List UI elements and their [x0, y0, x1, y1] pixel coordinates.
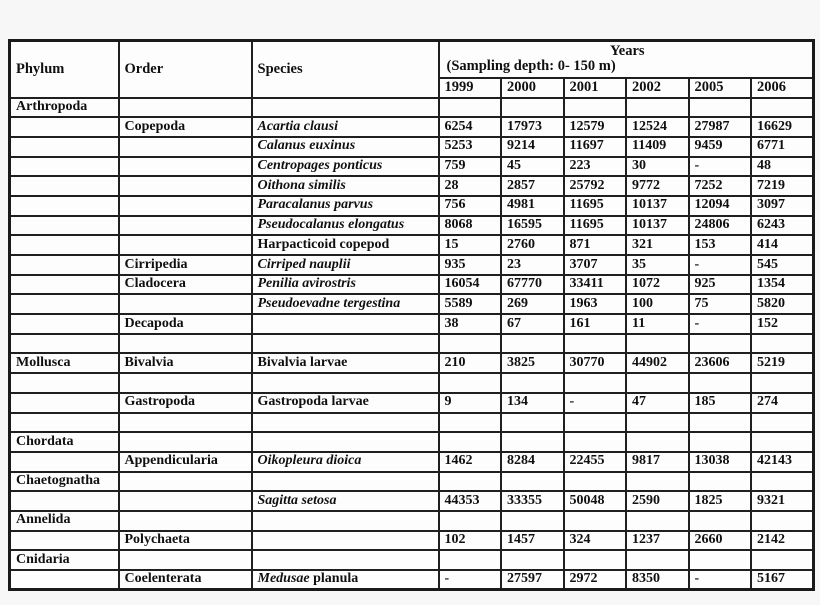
abundance-table-container — [8, 39, 812, 591]
abundance-value-cell: 871 — [564, 235, 627, 255]
abundance-value-cell: 47 — [626, 393, 689, 413]
abundance-value-cell: 23 — [501, 255, 564, 275]
abundance-value-cell: 185 — [689, 393, 752, 413]
abundance-value-cell: 925 — [689, 275, 752, 295]
species-cell — [252, 550, 439, 570]
species-name-italic: Pseudoevadne tergestina — [257, 295, 401, 311]
abundance-value-cell: 134 — [501, 393, 564, 413]
abundance-value-cell: 48 — [751, 157, 814, 177]
phylum-cell — [10, 373, 119, 393]
abundance-value-cell: 1237 — [626, 531, 689, 551]
abundance-value-cell — [501, 511, 564, 531]
year-header-2006: 2006 — [751, 78, 814, 98]
abundance-value-cell: 75 — [689, 294, 752, 314]
abundance-value-cell — [626, 432, 689, 452]
abundance-value-cell — [626, 334, 689, 354]
order-cell — [119, 491, 252, 511]
abundance-value-cell: 100 — [626, 294, 689, 314]
order-cell: Bivalvia — [119, 353, 252, 373]
order-cell — [119, 235, 252, 255]
order-cell — [119, 294, 252, 314]
phylum-cell — [10, 452, 119, 472]
abundance-value-cell: 759 — [439, 157, 502, 177]
abundance-value-cell: 3707 — [564, 255, 627, 275]
table-row — [10, 196, 814, 216]
abundance-value-cell: 27597 — [501, 570, 564, 590]
abundance-value-cell: 545 — [751, 255, 814, 275]
abundance-value-cell — [751, 472, 814, 492]
years-sampling-depth-subtitle: (Sampling depth: 0- 150 m) — [446, 58, 616, 75]
species-name-italic: Medusae — [257, 571, 310, 587]
phylum-cell — [10, 334, 119, 354]
abundance-value-cell: 16595 — [501, 216, 564, 236]
year-header-2001: 2001 — [564, 78, 627, 98]
table-row — [10, 157, 814, 177]
abundance-value-cell: 1354 — [751, 275, 814, 295]
species-cell — [252, 157, 439, 177]
species-name-regular: Harpacticoid copepod — [257, 236, 390, 252]
abundance-value-cell: 1072 — [626, 275, 689, 295]
abundance-value-cell: 67 — [501, 314, 564, 334]
abundance-value-cell — [689, 550, 752, 570]
species-cell — [252, 196, 439, 216]
abundance-value-cell — [626, 511, 689, 531]
years-title: Years — [609, 43, 645, 60]
species-cell — [252, 216, 439, 236]
abundance-value-cell: - — [689, 570, 752, 590]
order-cell: Gastropoda — [119, 393, 252, 413]
species-cell — [252, 275, 439, 295]
abundance-value-cell — [439, 98, 502, 118]
abundance-value-cell: 152 — [751, 314, 814, 334]
abundance-value-cell: - — [689, 314, 752, 334]
abundance-value-cell: 12524 — [626, 117, 689, 137]
species-cell — [252, 255, 439, 275]
abundance-value-cell: 6771 — [751, 137, 814, 157]
abundance-value-cell: 11695 — [564, 216, 627, 236]
species-cell — [252, 413, 439, 433]
order-cell — [119, 472, 252, 492]
phylum-cell — [10, 117, 119, 137]
species-name-italic: Calanus euxinus — [257, 138, 356, 154]
phylum-cell: Chordata — [10, 432, 119, 452]
table-row — [10, 117, 814, 137]
species-name-regular: planula — [309, 571, 359, 587]
order-cell: Copepoda — [119, 117, 252, 137]
abundance-value-cell: 12579 — [564, 117, 627, 137]
species-cell — [252, 117, 439, 137]
abundance-value-cell — [564, 98, 627, 118]
table-row — [10, 235, 814, 255]
species-cell — [252, 294, 439, 314]
abundance-value-cell: 223 — [564, 157, 627, 177]
species-cell — [252, 176, 439, 196]
abundance-value-cell — [689, 413, 752, 433]
species-name-italic: Acartia clausi — [257, 118, 339, 134]
table-row — [10, 334, 814, 354]
abundance-value-cell — [439, 373, 502, 393]
abundance-value-cell: 210 — [439, 353, 502, 373]
table-row — [10, 393, 814, 413]
abundance-value-cell — [501, 98, 564, 118]
abundance-value-cell: 11 — [626, 314, 689, 334]
abundance-value-cell — [564, 432, 627, 452]
abundance-value-cell — [626, 472, 689, 492]
order-cell — [119, 334, 252, 354]
abundance-value-cell: 16054 — [439, 275, 502, 295]
abundance-value-cell: 6254 — [439, 117, 502, 137]
table-row — [10, 373, 814, 393]
abundance-value-cell — [689, 472, 752, 492]
abundance-value-cell — [626, 413, 689, 433]
order-cell: Appendicularia — [119, 452, 252, 472]
abundance-value-cell: 42143 — [751, 452, 814, 472]
abundance-value-cell — [439, 550, 502, 570]
order-column-header: Order — [119, 41, 252, 98]
species-cell — [252, 98, 439, 118]
abundance-value-cell: - — [564, 393, 627, 413]
abundance-value-cell: 44902 — [626, 353, 689, 373]
abundance-value-cell: 24806 — [689, 216, 752, 236]
abundance-value-cell: 161 — [564, 314, 627, 334]
abundance-value-cell: 30770 — [564, 353, 627, 373]
abundance-value-cell — [626, 373, 689, 393]
phylum-cell — [10, 491, 119, 511]
abundance-value-cell: 15 — [439, 235, 502, 255]
order-cell — [119, 196, 252, 216]
abundance-value-cell: 9772 — [626, 176, 689, 196]
phylum-column-header: Phylum — [10, 41, 119, 98]
abundance-value-cell — [751, 432, 814, 452]
abundance-value-cell: 5167 — [751, 570, 814, 590]
abundance-value-cell: 67770 — [501, 275, 564, 295]
abundance-value-cell: 2660 — [689, 531, 752, 551]
abundance-value-cell — [626, 98, 689, 118]
species-cell — [252, 314, 439, 334]
species-cell — [252, 235, 439, 255]
species-cell — [252, 334, 439, 354]
abundance-value-cell: 321 — [626, 235, 689, 255]
abundance-value-cell: 8068 — [439, 216, 502, 236]
species-name-italic: Sagitta setosa — [257, 492, 337, 508]
abundance-value-cell: 414 — [751, 235, 814, 255]
abundance-value-cell: 3825 — [501, 353, 564, 373]
phylum-cell — [10, 157, 119, 177]
order-cell — [119, 176, 252, 196]
abundance-value-cell: 9459 — [689, 137, 752, 157]
abundance-value-cell: 5820 — [751, 294, 814, 314]
order-cell: Polychaeta — [119, 531, 252, 551]
table-row — [10, 294, 814, 314]
table-row — [10, 413, 814, 433]
abundance-value-cell: 50048 — [564, 491, 627, 511]
abundance-value-cell — [564, 413, 627, 433]
abundance-value-cell: 1462 — [439, 452, 502, 472]
phylum-cell — [10, 393, 119, 413]
table-row — [10, 176, 814, 196]
order-cell: Cladocera — [119, 275, 252, 295]
order-cell — [119, 432, 252, 452]
abundance-value-cell — [751, 98, 814, 118]
abundance-value-cell: 11409 — [626, 137, 689, 157]
abundance-value-cell: 25792 — [564, 176, 627, 196]
species-name-italic: Cirriped nauplii — [257, 256, 351, 272]
species-cell — [252, 511, 439, 531]
abundance-value-cell — [501, 334, 564, 354]
abundance-value-cell — [689, 334, 752, 354]
abundance-value-cell — [751, 511, 814, 531]
abundance-value-cell: 1825 — [689, 491, 752, 511]
abundance-value-cell: 12094 — [689, 196, 752, 216]
year-header-2000: 2000 — [501, 78, 564, 98]
abundance-value-cell: 2972 — [564, 570, 627, 590]
species-name-italic: Pseudocalanus elongatus — [257, 217, 405, 233]
species-name-regular: Bivalvia larvae — [257, 354, 348, 370]
abundance-value-cell — [501, 432, 564, 452]
table-row — [10, 137, 814, 157]
species-cell — [252, 353, 439, 373]
table-row — [10, 353, 814, 373]
abundance-value-cell — [439, 432, 502, 452]
abundance-value-cell — [501, 413, 564, 433]
abundance-value-cell: 38 — [439, 314, 502, 334]
abundance-value-cell: 22455 — [564, 452, 627, 472]
abundance-value-cell — [439, 334, 502, 354]
species-cell — [252, 137, 439, 157]
order-cell — [119, 550, 252, 570]
abundance-value-cell: 102 — [439, 531, 502, 551]
phylum-cell — [10, 531, 119, 551]
table-row — [10, 98, 814, 118]
abundance-value-cell: 5589 — [439, 294, 502, 314]
abundance-value-cell: 2142 — [751, 531, 814, 551]
year-header-2002: 2002 — [626, 78, 689, 98]
phylum-cell — [10, 235, 119, 255]
abundance-value-cell — [564, 334, 627, 354]
abundance-value-cell — [689, 373, 752, 393]
abundance-value-cell: 35 — [626, 255, 689, 275]
abundance-value-cell: 28 — [439, 176, 502, 196]
abundance-value-cell: 11695 — [564, 196, 627, 216]
phylum-cell — [10, 570, 119, 590]
abundance-value-cell: 2857 — [501, 176, 564, 196]
species-name-italic: Oithona similis — [257, 177, 346, 193]
order-cell — [119, 373, 252, 393]
abundance-value-cell — [751, 413, 814, 433]
species-cell — [252, 472, 439, 492]
table-row — [10, 472, 814, 492]
phylum-cell — [10, 216, 119, 236]
abundance-value-cell: - — [689, 255, 752, 275]
abundance-value-cell — [501, 550, 564, 570]
abundance-value-cell: 7219 — [751, 176, 814, 196]
abundance-value-cell — [751, 334, 814, 354]
species-cell — [252, 393, 439, 413]
species-cell — [252, 452, 439, 472]
table-row — [10, 452, 814, 472]
table-row — [10, 491, 814, 511]
table-row — [10, 216, 814, 236]
phylum-cell: Cnidaria — [10, 550, 119, 570]
phylum-cell: Chaetognatha — [10, 472, 119, 492]
abundance-value-cell: 9817 — [626, 452, 689, 472]
table-row — [10, 255, 814, 275]
species-cell — [252, 432, 439, 452]
abundance-value-cell: 1963 — [564, 294, 627, 314]
abundance-value-cell: - — [689, 157, 752, 177]
species-name-italic: Penilia avirostris — [257, 276, 356, 292]
species-name-regular: Gastropoda larvae — [257, 394, 369, 410]
abundance-value-cell: 5253 — [439, 137, 502, 157]
abundance-value-cell: 33355 — [501, 491, 564, 511]
abundance-value-cell: 756 — [439, 196, 502, 216]
table-row — [10, 550, 814, 570]
abundance-value-cell — [751, 373, 814, 393]
abundance-value-cell: 2760 — [501, 235, 564, 255]
table-row — [10, 275, 814, 295]
table-row — [10, 531, 814, 551]
abundance-value-cell: 274 — [751, 393, 814, 413]
abundance-value-cell: 13038 — [689, 452, 752, 472]
abundance-value-cell — [751, 550, 814, 570]
abundance-value-cell — [439, 413, 502, 433]
abundance-value-cell — [564, 472, 627, 492]
year-header-2005: 2005 — [689, 78, 752, 98]
abundance-value-cell — [501, 472, 564, 492]
years-group-header — [439, 41, 814, 78]
abundance-value-cell — [689, 98, 752, 118]
abundance-value-cell: 4981 — [501, 196, 564, 216]
phylum-cell — [10, 255, 119, 275]
phylum-cell — [10, 294, 119, 314]
phylum-cell — [10, 314, 119, 334]
abundance-value-cell: 11697 — [564, 137, 627, 157]
abundance-value-cell: 30 — [626, 157, 689, 177]
order-cell — [119, 157, 252, 177]
phylum-cell — [10, 413, 119, 433]
order-cell — [119, 413, 252, 433]
order-cell: Decapoda — [119, 314, 252, 334]
order-cell — [119, 98, 252, 118]
phylum-cell: Arthropoda — [10, 98, 119, 118]
abundance-value-cell: 2590 — [626, 491, 689, 511]
species-name-italic: Centropages ponticus — [257, 158, 383, 174]
species-name-italic: Oikopleura dioica — [257, 453, 362, 469]
abundance-value-cell — [439, 511, 502, 531]
phylum-cell — [10, 137, 119, 157]
abundance-value-cell: 6243 — [751, 216, 814, 236]
species-cell — [252, 531, 439, 551]
abundance-value-cell — [626, 550, 689, 570]
abundance-value-cell: 23606 — [689, 353, 752, 373]
species-abundance-table — [8, 39, 815, 591]
order-cell: Cirripedia — [119, 255, 252, 275]
table-header — [10, 41, 814, 98]
abundance-value-cell — [564, 550, 627, 570]
abundance-value-cell — [564, 511, 627, 531]
abundance-value-cell: 9321 — [751, 491, 814, 511]
abundance-value-cell: 1457 — [501, 531, 564, 551]
abundance-value-cell: 8284 — [501, 452, 564, 472]
phylum-cell: Mollusca — [10, 353, 119, 373]
abundance-value-cell: 935 — [439, 255, 502, 275]
abundance-value-cell: 269 — [501, 294, 564, 314]
abundance-value-cell — [439, 472, 502, 492]
abundance-value-cell: 8350 — [626, 570, 689, 590]
table-row — [10, 511, 814, 531]
abundance-value-cell: 33411 — [564, 275, 627, 295]
abundance-value-cell: 5219 — [751, 353, 814, 373]
table-body — [10, 98, 814, 590]
abundance-value-cell — [689, 432, 752, 452]
species-name-italic: Paracalanus parvus — [257, 197, 374, 213]
abundance-value-cell: 45 — [501, 157, 564, 177]
year-header-1999: 1999 — [439, 78, 502, 98]
abundance-value-cell: 324 — [564, 531, 627, 551]
table-row — [10, 570, 814, 590]
abundance-value-cell: 9 — [439, 393, 502, 413]
abundance-value-cell: 7252 — [689, 176, 752, 196]
abundance-value-cell: 10137 — [626, 216, 689, 236]
phylum-cell: Annelida — [10, 511, 119, 531]
abundance-value-cell: - — [439, 570, 502, 590]
phylum-cell — [10, 176, 119, 196]
species-column-header: Species — [252, 41, 439, 98]
phylum-cell — [10, 275, 119, 295]
abundance-value-cell: 44353 — [439, 491, 502, 511]
abundance-value-cell: 27987 — [689, 117, 752, 137]
abundance-value-cell: 17973 — [501, 117, 564, 137]
abundance-value-cell: 3097 — [751, 196, 814, 216]
abundance-value-cell — [564, 373, 627, 393]
abundance-value-cell: 153 — [689, 235, 752, 255]
species-cell — [252, 570, 439, 590]
order-cell — [119, 216, 252, 236]
abundance-value-cell: 9214 — [501, 137, 564, 157]
abundance-value-cell: 10137 — [626, 196, 689, 216]
phylum-cell — [10, 196, 119, 216]
species-cell — [252, 491, 439, 511]
abundance-value-cell — [689, 511, 752, 531]
abundance-value-cell: 16629 — [751, 117, 814, 137]
order-cell — [119, 137, 252, 157]
table-row — [10, 432, 814, 452]
order-cell: Coelenterata — [119, 570, 252, 590]
species-cell — [252, 373, 439, 393]
table-row — [10, 314, 814, 334]
header-row-main — [10, 41, 814, 78]
abundance-value-cell — [501, 373, 564, 393]
order-cell — [119, 511, 252, 531]
